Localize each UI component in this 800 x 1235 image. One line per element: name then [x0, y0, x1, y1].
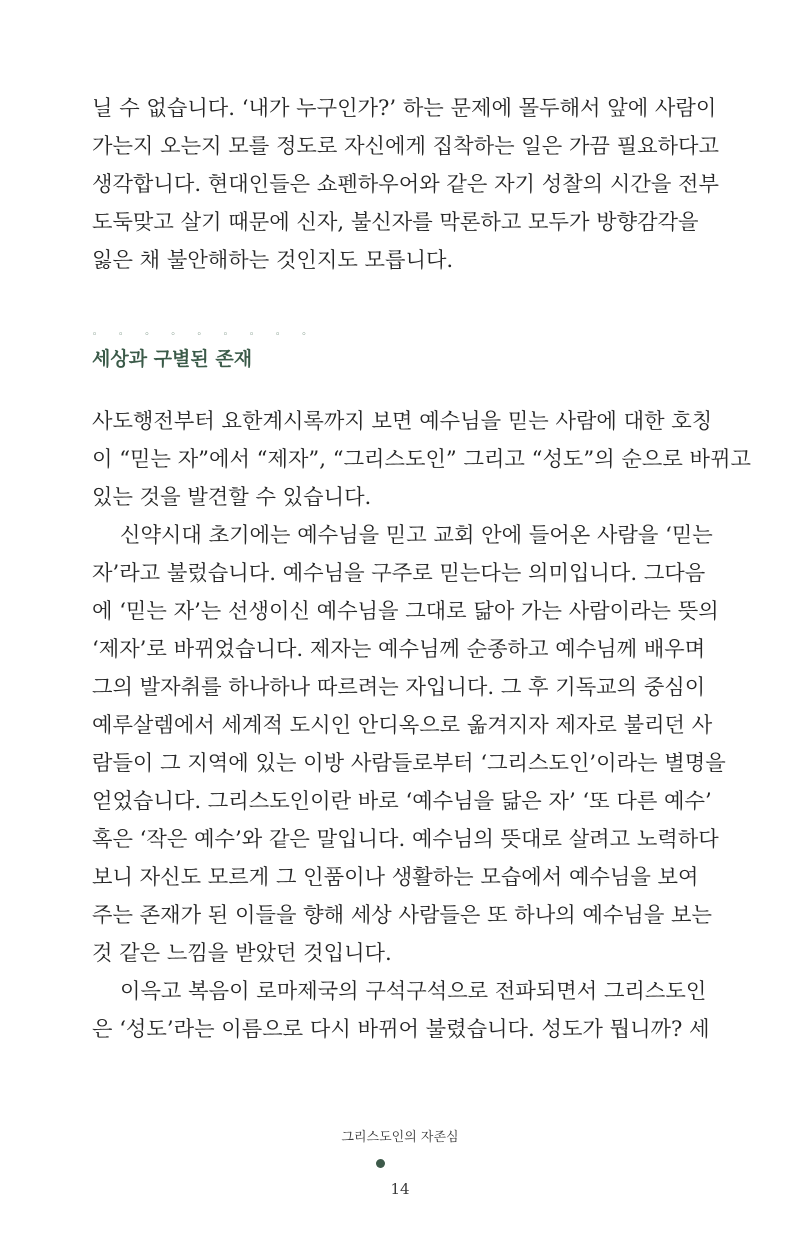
text-line: 보니 자신도 모르게 그 인품이나 생활하는 모습에서 예수님을 보여: [92, 864, 699, 889]
text-line: 잃은 채 불안해하는 것인지도 모릅니다.: [92, 247, 454, 272]
text-line: 사도행전부터 요한계시록까지 보면 예수님을 믿는 사람에 대한 호칭: [92, 408, 713, 433]
page-number: 14: [390, 1180, 410, 1198]
text-line: 자’라고 불렀습니다. 예수님을 구주로 믿는다는 의미입니다. 그다음: [92, 560, 706, 585]
text-line: 생각합니다. 현대인들은 쇼펜하우어와 같은 자기 성찰의 시간을 전부: [92, 171, 719, 196]
text-line: 이윽고 복음이 로마제국의 구석구석으로 전파되면서 그리스도인: [120, 978, 707, 1003]
section-heading: 세상과 구별된 존재: [92, 348, 253, 370]
text-line: ‘제자’로 바뀌었습니다. 제자는 예수님께 순종하고 예수님께 배우며: [92, 636, 706, 661]
text-line: 있는 것을 발견할 수 있습니다.: [92, 484, 372, 509]
text-line: 것 같은 느낌을 받았던 것입니다.: [92, 940, 392, 965]
text-line: 신약시대 초기에는 예수님을 믿고 교회 안에 들어온 사람을 ‘믿는: [120, 522, 713, 547]
text-line: 그의 발자취를 하나하나 따르려는 자입니다. 그 후 기독교의 중심이: [92, 674, 706, 699]
paragraph-continuation: [92, 89, 719, 279]
section-ornament-dots: ◦ ◦ ◦ ◦ ◦ ◦ ◦ ◦ ◦: [92, 330, 316, 340]
paragraph-intro: [92, 402, 751, 516]
text-line: 람들이 그 지역에 있는 이방 사람들로부터 ‘그리스도인’이라는 별명을: [92, 750, 726, 775]
footer-dot-ornament: [376, 1159, 385, 1168]
text-line: 에 ‘믿는 자’는 선생이신 예수님을 그대로 닮아 가는 사람이라는 뜻의: [92, 598, 719, 623]
text-line: 이 “믿는 자”에서 “제자”, “그리스도인” 그리고 “성도”의 순으로 바뀌고: [92, 446, 751, 471]
text-line: 가는지 오는지 모를 정도로 자신에게 집착하는 일은 가끔 필요하다고: [92, 133, 719, 158]
paragraph-body: [92, 516, 726, 972]
paragraph-closing: [92, 972, 710, 1048]
text-line: 얻었습니다. 그리스도인이란 바로 ‘예수님을 닮은 자’ ‘또 다른 예수’: [92, 788, 712, 813]
text-line: 도둑맞고 살기 때문에 신자, 불신자를 막론하고 모두가 방향감각을: [92, 209, 699, 234]
text-line: 혹은 ‘작은 예수’와 같은 말입니다. 예수님의 뜻대로 살려고 노력하다: [92, 826, 719, 851]
text-line: 예루살렘에서 세계적 도시인 안디옥으로 옮겨지자 제자로 불리던 사: [92, 712, 713, 737]
running-footer-book-title: 그리스도인의 자존심: [341, 1130, 459, 1145]
text-line: 닐 수 없습니다. ‘내가 누구인가?’ 하는 문제에 몰두해서 앞에 사람이: [92, 95, 717, 120]
text-line: 주는 존재가 된 이들을 향해 세상 사람들은 또 하나의 예수님을 보는: [92, 902, 712, 927]
text-line: 은 ‘성도’라는 이름으로 다시 바뀌어 불렸습니다. 성도가 뭡니까? 세: [92, 1016, 710, 1041]
